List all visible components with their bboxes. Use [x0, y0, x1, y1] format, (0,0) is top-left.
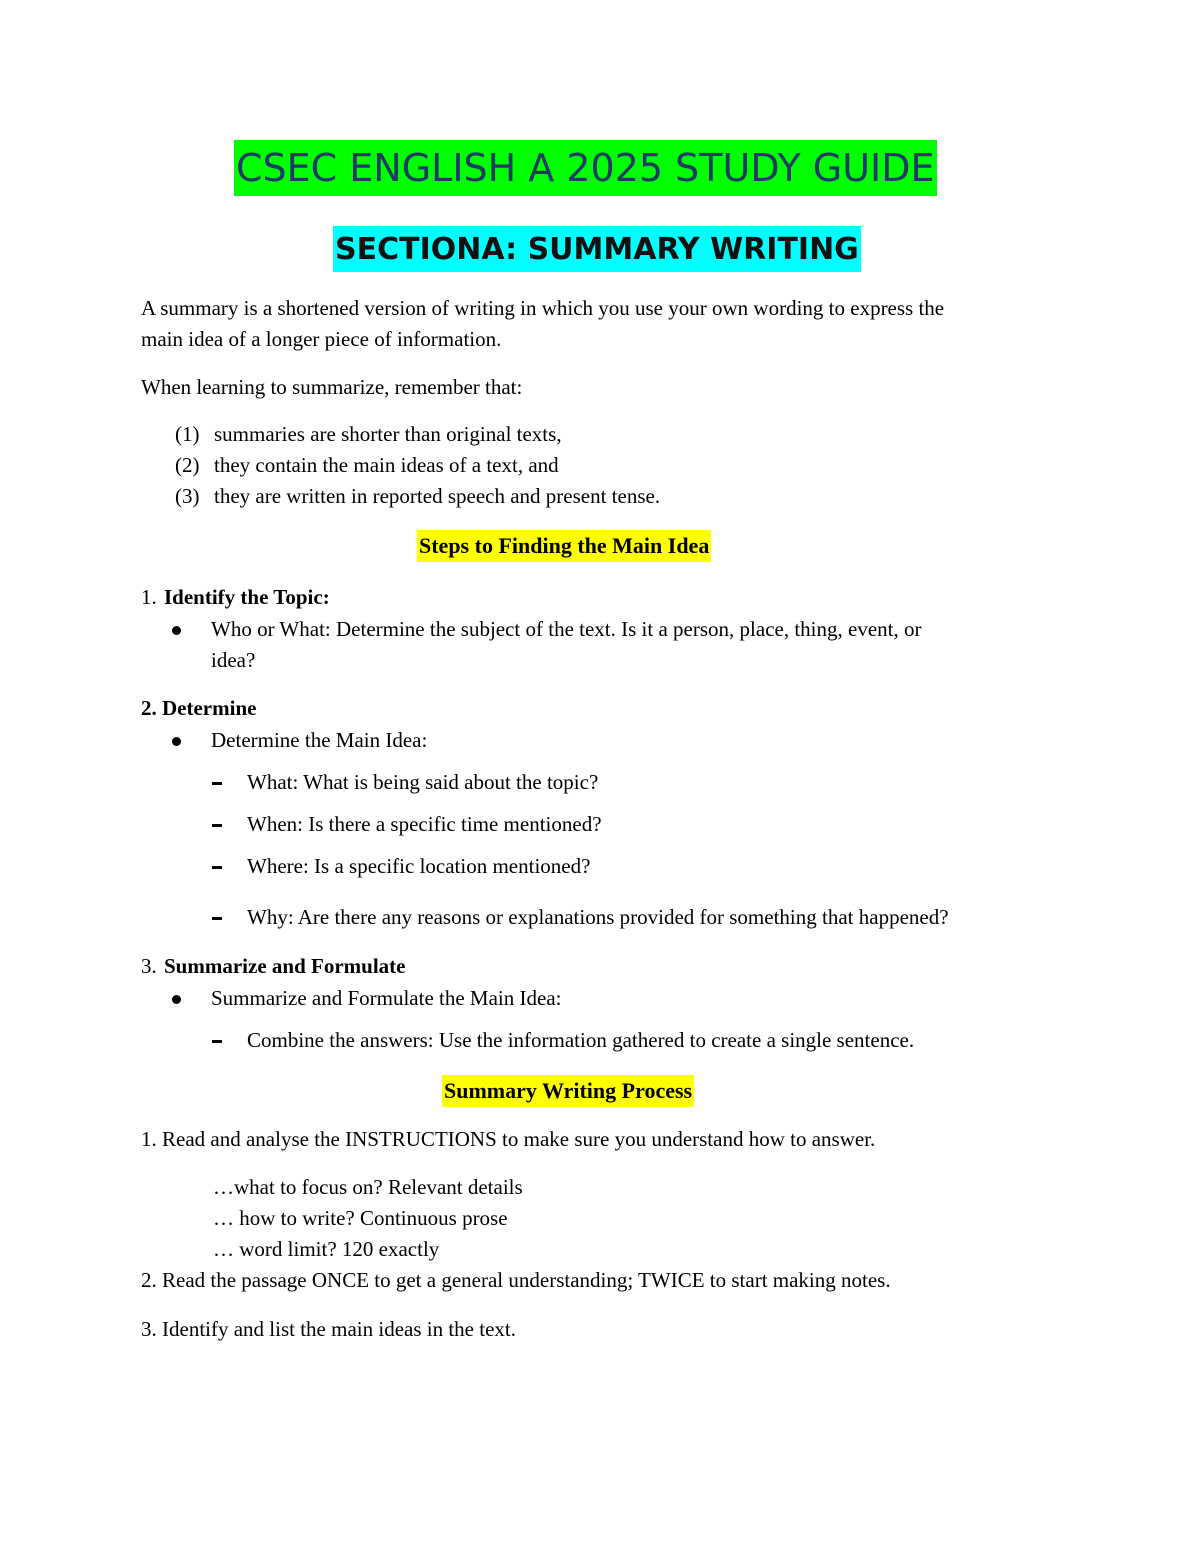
step-1-bullet-line-1: Who or What: Determine the subject of the text. Is it a person, place, thing, event, or — [211, 617, 922, 641]
dash-icon — [212, 782, 222, 785]
step-2-dash-item: Where: Is a specific location mentioned? — [247, 854, 591, 878]
step-1-bullet-line-2: idea? — [211, 648, 256, 672]
step-1-title: Identify the Topic: — [164, 585, 330, 609]
process-heading: Summary Writing Process — [442, 1075, 694, 1107]
document-title: CSEC ENGLISH A 2025 STUDY GUIDE — [234, 140, 937, 196]
bullet-icon — [172, 626, 181, 635]
list-item-number: (2) — [175, 453, 200, 477]
list-item: they contain the main ideas of a text, and — [214, 453, 559, 477]
step-2-title: 2. Determine — [141, 696, 257, 720]
list-item-number: (3) — [175, 484, 200, 508]
step-3-title: Summarize and Formulate — [164, 954, 406, 978]
process-sub-item: … how to write? Continuous prose — [213, 1206, 508, 1230]
process-sub-item: … word limit? 120 exactly — [213, 1237, 440, 1261]
bullet-icon — [172, 737, 181, 746]
step-1-number: 1. — [141, 585, 157, 609]
step-2-dash-item: Why: Are there any reasons or explanations provided for something that happened? — [247, 905, 949, 929]
intro-line-1: A summary is a shortened version of writing in which you use your own wording to express the — [141, 296, 945, 320]
list-item: summaries are shorter than original texts, — [214, 422, 562, 446]
process-sub-item: …what to focus on? Relevant details — [213, 1175, 523, 1199]
process-item-3: 3. Identify and list the main ideas in the text. — [141, 1317, 516, 1341]
step-3-number: 3. — [141, 954, 157, 978]
list-item-number: (1) — [175, 422, 200, 446]
dash-icon — [212, 1040, 222, 1043]
bullet-icon — [172, 995, 181, 1004]
step-3-bullet: Summarize and Formulate the Main Idea: — [211, 986, 562, 1010]
step-2-bullet: Determine the Main Idea: — [211, 728, 428, 752]
step-3-dash-item: Combine the answers: Use the information gathered to create a single sentence. — [247, 1028, 915, 1052]
dash-icon — [212, 824, 222, 827]
dash-icon — [212, 866, 222, 869]
remember-text: When learning to summarize, remember that: — [141, 375, 523, 399]
steps-heading: Steps to Finding the Main Idea — [417, 530, 711, 562]
dash-icon — [212, 917, 222, 920]
list-item: they are written in reported speech and present tense. — [214, 484, 661, 508]
process-item-2: 2. Read the passage ONCE to get a general understanding; TWICE to start making notes. — [141, 1268, 891, 1292]
section-heading: SECTIONA: SUMMARY WRITING — [333, 226, 861, 272]
intro-line-2: main idea of a longer piece of information. — [141, 327, 502, 351]
process-item-1: 1. Read and analyse the INSTRUCTIONS to make sure you understand how to answer. — [141, 1127, 876, 1151]
step-2-dash-item: When: Is there a specific time mentioned? — [247, 812, 602, 836]
step-2-dash-item: What: What is being said about the topic? — [247, 770, 599, 794]
